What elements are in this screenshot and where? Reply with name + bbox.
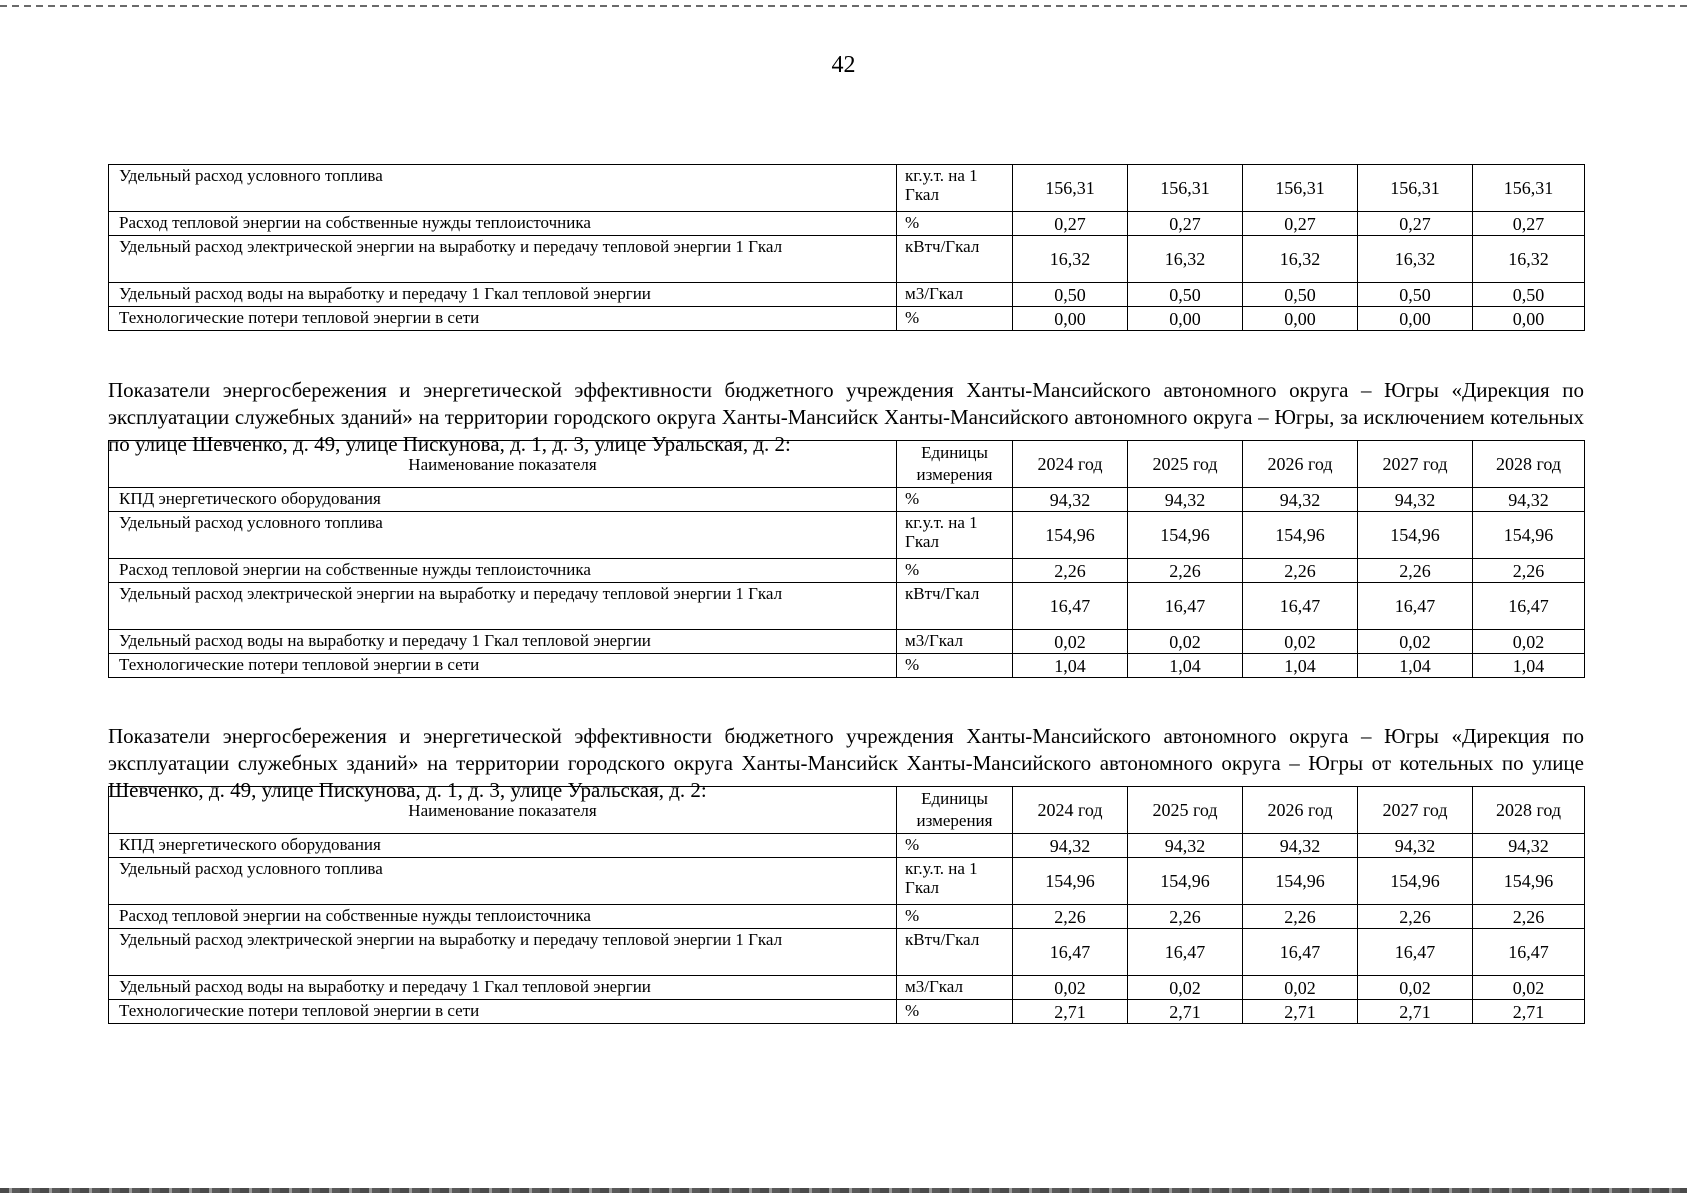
indicator-name: Удельный расход воды на выработку и передачу 1 Гкал тепловой энергии [109,630,897,654]
value-2027: 156,31 [1358,165,1473,212]
value-2026: 154,96 [1243,512,1358,559]
value-2024: 94,32 [1013,834,1128,858]
column-header-2028: 2028 год [1473,441,1585,488]
indicators-table-continued [108,164,1585,331]
table-header-row [109,787,1585,834]
value-2025: 0,00 [1128,307,1243,331]
table-row [109,834,1585,858]
indicator-name: Удельный расход условного топлива [109,165,897,212]
table-row [109,236,1585,283]
indicator-unit: % [897,1000,1013,1024]
indicator-unit: % [897,212,1013,236]
value-2026: 16,47 [1243,583,1358,630]
value-2025: 2,26 [1128,559,1243,583]
indicator-unit: % [897,834,1013,858]
value-2026: 0,50 [1243,283,1358,307]
value-2026: 2,26 [1243,905,1358,929]
table-row [109,905,1585,929]
table-row [109,165,1585,212]
table-row [109,583,1585,630]
value-2028: 0,02 [1473,976,1585,1000]
value-2027: 2,26 [1358,559,1473,583]
column-header-2024: 2024 год [1013,441,1128,488]
value-2024: 16,47 [1013,929,1128,976]
value-2027: 94,32 [1358,488,1473,512]
value-2028: 0,50 [1473,283,1585,307]
value-2026: 16,47 [1243,929,1358,976]
value-2026: 0,00 [1243,307,1358,331]
column-header-2027: 2027 год [1358,441,1473,488]
value-2028: 0,02 [1473,630,1585,654]
indicator-unit: % [897,488,1013,512]
table-row [109,212,1585,236]
indicator-name: Удельный расход электрической энергии на выработку и передачу тепловой энергии 1 Гкал [109,929,897,976]
value-2024: 0,27 [1013,212,1128,236]
value-2026: 0,02 [1243,976,1358,1000]
value-2025: 0,27 [1128,212,1243,236]
value-2025: 154,96 [1128,858,1243,905]
indicator-name: Расход тепловой энергии на собственные нужды теплоисточника [109,905,897,929]
value-2024: 156,31 [1013,165,1128,212]
value-2027: 16,47 [1358,583,1473,630]
value-2024: 0,02 [1013,630,1128,654]
indicator-name: КПД энергетического оборудования [109,488,897,512]
value-2027: 0,50 [1358,283,1473,307]
value-2028: 16,47 [1473,929,1585,976]
value-2028: 94,32 [1473,488,1585,512]
value-2025: 2,26 [1128,905,1243,929]
value-2028: 2,26 [1473,905,1585,929]
column-header-2027: 2027 год [1358,787,1473,834]
value-2025: 0,02 [1128,976,1243,1000]
value-2028: 154,96 [1473,858,1585,905]
value-2027: 16,32 [1358,236,1473,283]
value-2025: 0,50 [1128,283,1243,307]
value-2028: 2,26 [1473,559,1585,583]
value-2027: 154,96 [1358,512,1473,559]
value-2025: 16,32 [1128,236,1243,283]
table-row [109,858,1585,905]
value-2026: 0,27 [1243,212,1358,236]
indicators-table-excluding-boilers [108,440,1585,678]
column-header-2026: 2026 год [1243,787,1358,834]
indicator-name: Расход тепловой энергии на собственные нужды теплоисточника [109,559,897,583]
value-2027: 2,71 [1358,1000,1473,1024]
value-2026: 2,26 [1243,559,1358,583]
value-2027: 1,04 [1358,654,1473,678]
table-row [109,929,1585,976]
scan-edge-bottom [0,1188,1687,1193]
indicator-name: Удельный расход воды на выработку и передачу 1 Гкал тепловой энергии [109,976,897,1000]
table-row [109,630,1585,654]
value-2026: 0,02 [1243,630,1358,654]
indicator-name: Удельный расход воды на выработку и передачу 1 Гкал тепловой энергии [109,283,897,307]
value-2025: 154,96 [1128,512,1243,559]
indicator-unit: кВтч/Гкал [897,583,1013,630]
table-row [109,559,1585,583]
indicator-name: Удельный расход электрической энергии на выработку и передачу тепловой энергии 1 Гкал [109,583,897,630]
indicator-unit: кВтч/Гкал [897,236,1013,283]
value-2025: 94,32 [1128,488,1243,512]
indicator-name: Технологические потери тепловой энергии в сети [109,1000,897,1024]
table-row [109,488,1585,512]
value-2025: 16,47 [1128,929,1243,976]
value-2028: 154,96 [1473,512,1585,559]
value-2026: 94,32 [1243,488,1358,512]
value-2026: 16,32 [1243,236,1358,283]
value-2027: 0,27 [1358,212,1473,236]
value-2026: 94,32 [1243,834,1358,858]
indicator-unit: кг.у.т. на 1 Гкал [897,165,1013,212]
column-header-2025: 2025 год [1128,441,1243,488]
value-2024: 2,26 [1013,905,1128,929]
column-header-2025: 2025 год [1128,787,1243,834]
indicator-unit: кг.у.т. на 1 Гкал [897,512,1013,559]
value-2024: 154,96 [1013,858,1128,905]
value-2025: 156,31 [1128,165,1243,212]
column-header-2026: 2026 год [1243,441,1358,488]
indicator-unit: % [897,905,1013,929]
value-2025: 94,32 [1128,834,1243,858]
value-2024: 2,71 [1013,1000,1128,1024]
value-2028: 1,04 [1473,654,1585,678]
column-header-unit: Единицы измерения [897,441,1013,488]
indicator-unit: м3/Гкал [897,630,1013,654]
table-row [109,512,1585,559]
indicator-name: Удельный расход условного топлива [109,858,897,905]
table-row [109,976,1585,1000]
section-intro-paragraph: Показатели энергосбережения и энергетической эффективности бюджетного учреждения Ханты-Мансийского автономного округа – Югры «Дирекция по эксплуатации служебных зданий» на территории городского округа Ханты-Мансийск Ханты-Мансийского автономного округа – Югры от котельных по улице Шевченко, д. 49, улице Пискунова, д. 1, д. 3, улице Уральская, д. 2: [108,724,1584,802]
indicator-unit: % [897,559,1013,583]
indicator-unit: % [897,654,1013,678]
column-header-2028: 2028 год [1473,787,1585,834]
value-2028: 16,47 [1473,583,1585,630]
indicators-table-named-boilers [108,786,1585,1024]
value-2028: 94,32 [1473,834,1585,858]
table-row [109,307,1585,331]
value-2026: 2,71 [1243,1000,1358,1024]
value-2027: 94,32 [1358,834,1473,858]
indicator-name: Расход тепловой энергии на собственные нужды теплоисточника [109,212,897,236]
value-2027: 0,02 [1358,976,1473,1000]
value-2025: 1,04 [1128,654,1243,678]
value-2024: 2,26 [1013,559,1128,583]
value-2024: 0,02 [1013,976,1128,1000]
value-2028: 0,27 [1473,212,1585,236]
value-2028: 0,00 [1473,307,1585,331]
table-row [109,1000,1585,1024]
table-row [109,654,1585,678]
indicator-unit: м3/Гкал [897,976,1013,1000]
indicator-unit: % [897,307,1013,331]
value-2024: 0,50 [1013,283,1128,307]
indicator-name: КПД энергетического оборудования [109,834,897,858]
value-2027: 154,96 [1358,858,1473,905]
table-header-row [109,441,1585,488]
table-row [109,283,1585,307]
indicator-unit: кВтч/Гкал [897,929,1013,976]
value-2024: 16,32 [1013,236,1128,283]
value-2025: 16,47 [1128,583,1243,630]
indicator-name: Технологические потери тепловой энергии в сети [109,654,897,678]
indicator-name: Удельный расход условного топлива [109,512,897,559]
scan-edge-top [0,5,1687,7]
indicator-unit: м3/Гкал [897,283,1013,307]
section-intro-paragraph: Показатели энергосбережения и энергетической эффективности бюджетного учреждения Ханты-Мансийского автономного округа – Югры «Дирекция по эксплуатации служебных зданий» на территории городского округа Ханты-Мансийск Ханты-Мансийского автономного округа – Югры, за исключением котельных по улице Шевченко, д. 49, улице Пискунова, д. 1, д. 3, улице Уральская, д. 2: [108,378,1584,456]
value-2024: 16,47 [1013,583,1128,630]
value-2026: 1,04 [1243,654,1358,678]
value-2028: 156,31 [1473,165,1585,212]
value-2024: 1,04 [1013,654,1128,678]
value-2027: 0,00 [1358,307,1473,331]
value-2024: 0,00 [1013,307,1128,331]
column-header-name: Наименование показателя [109,441,897,488]
value-2024: 154,96 [1013,512,1128,559]
value-2025: 0,02 [1128,630,1243,654]
indicator-name: Технологические потери тепловой энергии в сети [109,307,897,331]
value-2026: 154,96 [1243,858,1358,905]
column-header-2024: 2024 год [1013,787,1128,834]
value-2028: 2,71 [1473,1000,1585,1024]
value-2028: 16,32 [1473,236,1585,283]
column-header-unit: Единицы измерения [897,787,1013,834]
value-2027: 0,02 [1358,630,1473,654]
value-2027: 16,47 [1358,929,1473,976]
indicator-unit: кг.у.т. на 1 Гкал [897,858,1013,905]
page-number: 42 [831,52,856,78]
value-2025: 2,71 [1128,1000,1243,1024]
value-2024: 94,32 [1013,488,1128,512]
indicator-name: Удельный расход электрической энергии на выработку и передачу тепловой энергии 1 Гкал [109,236,897,283]
value-2026: 156,31 [1243,165,1358,212]
value-2027: 2,26 [1358,905,1473,929]
column-header-name: Наименование показателя [109,787,897,834]
